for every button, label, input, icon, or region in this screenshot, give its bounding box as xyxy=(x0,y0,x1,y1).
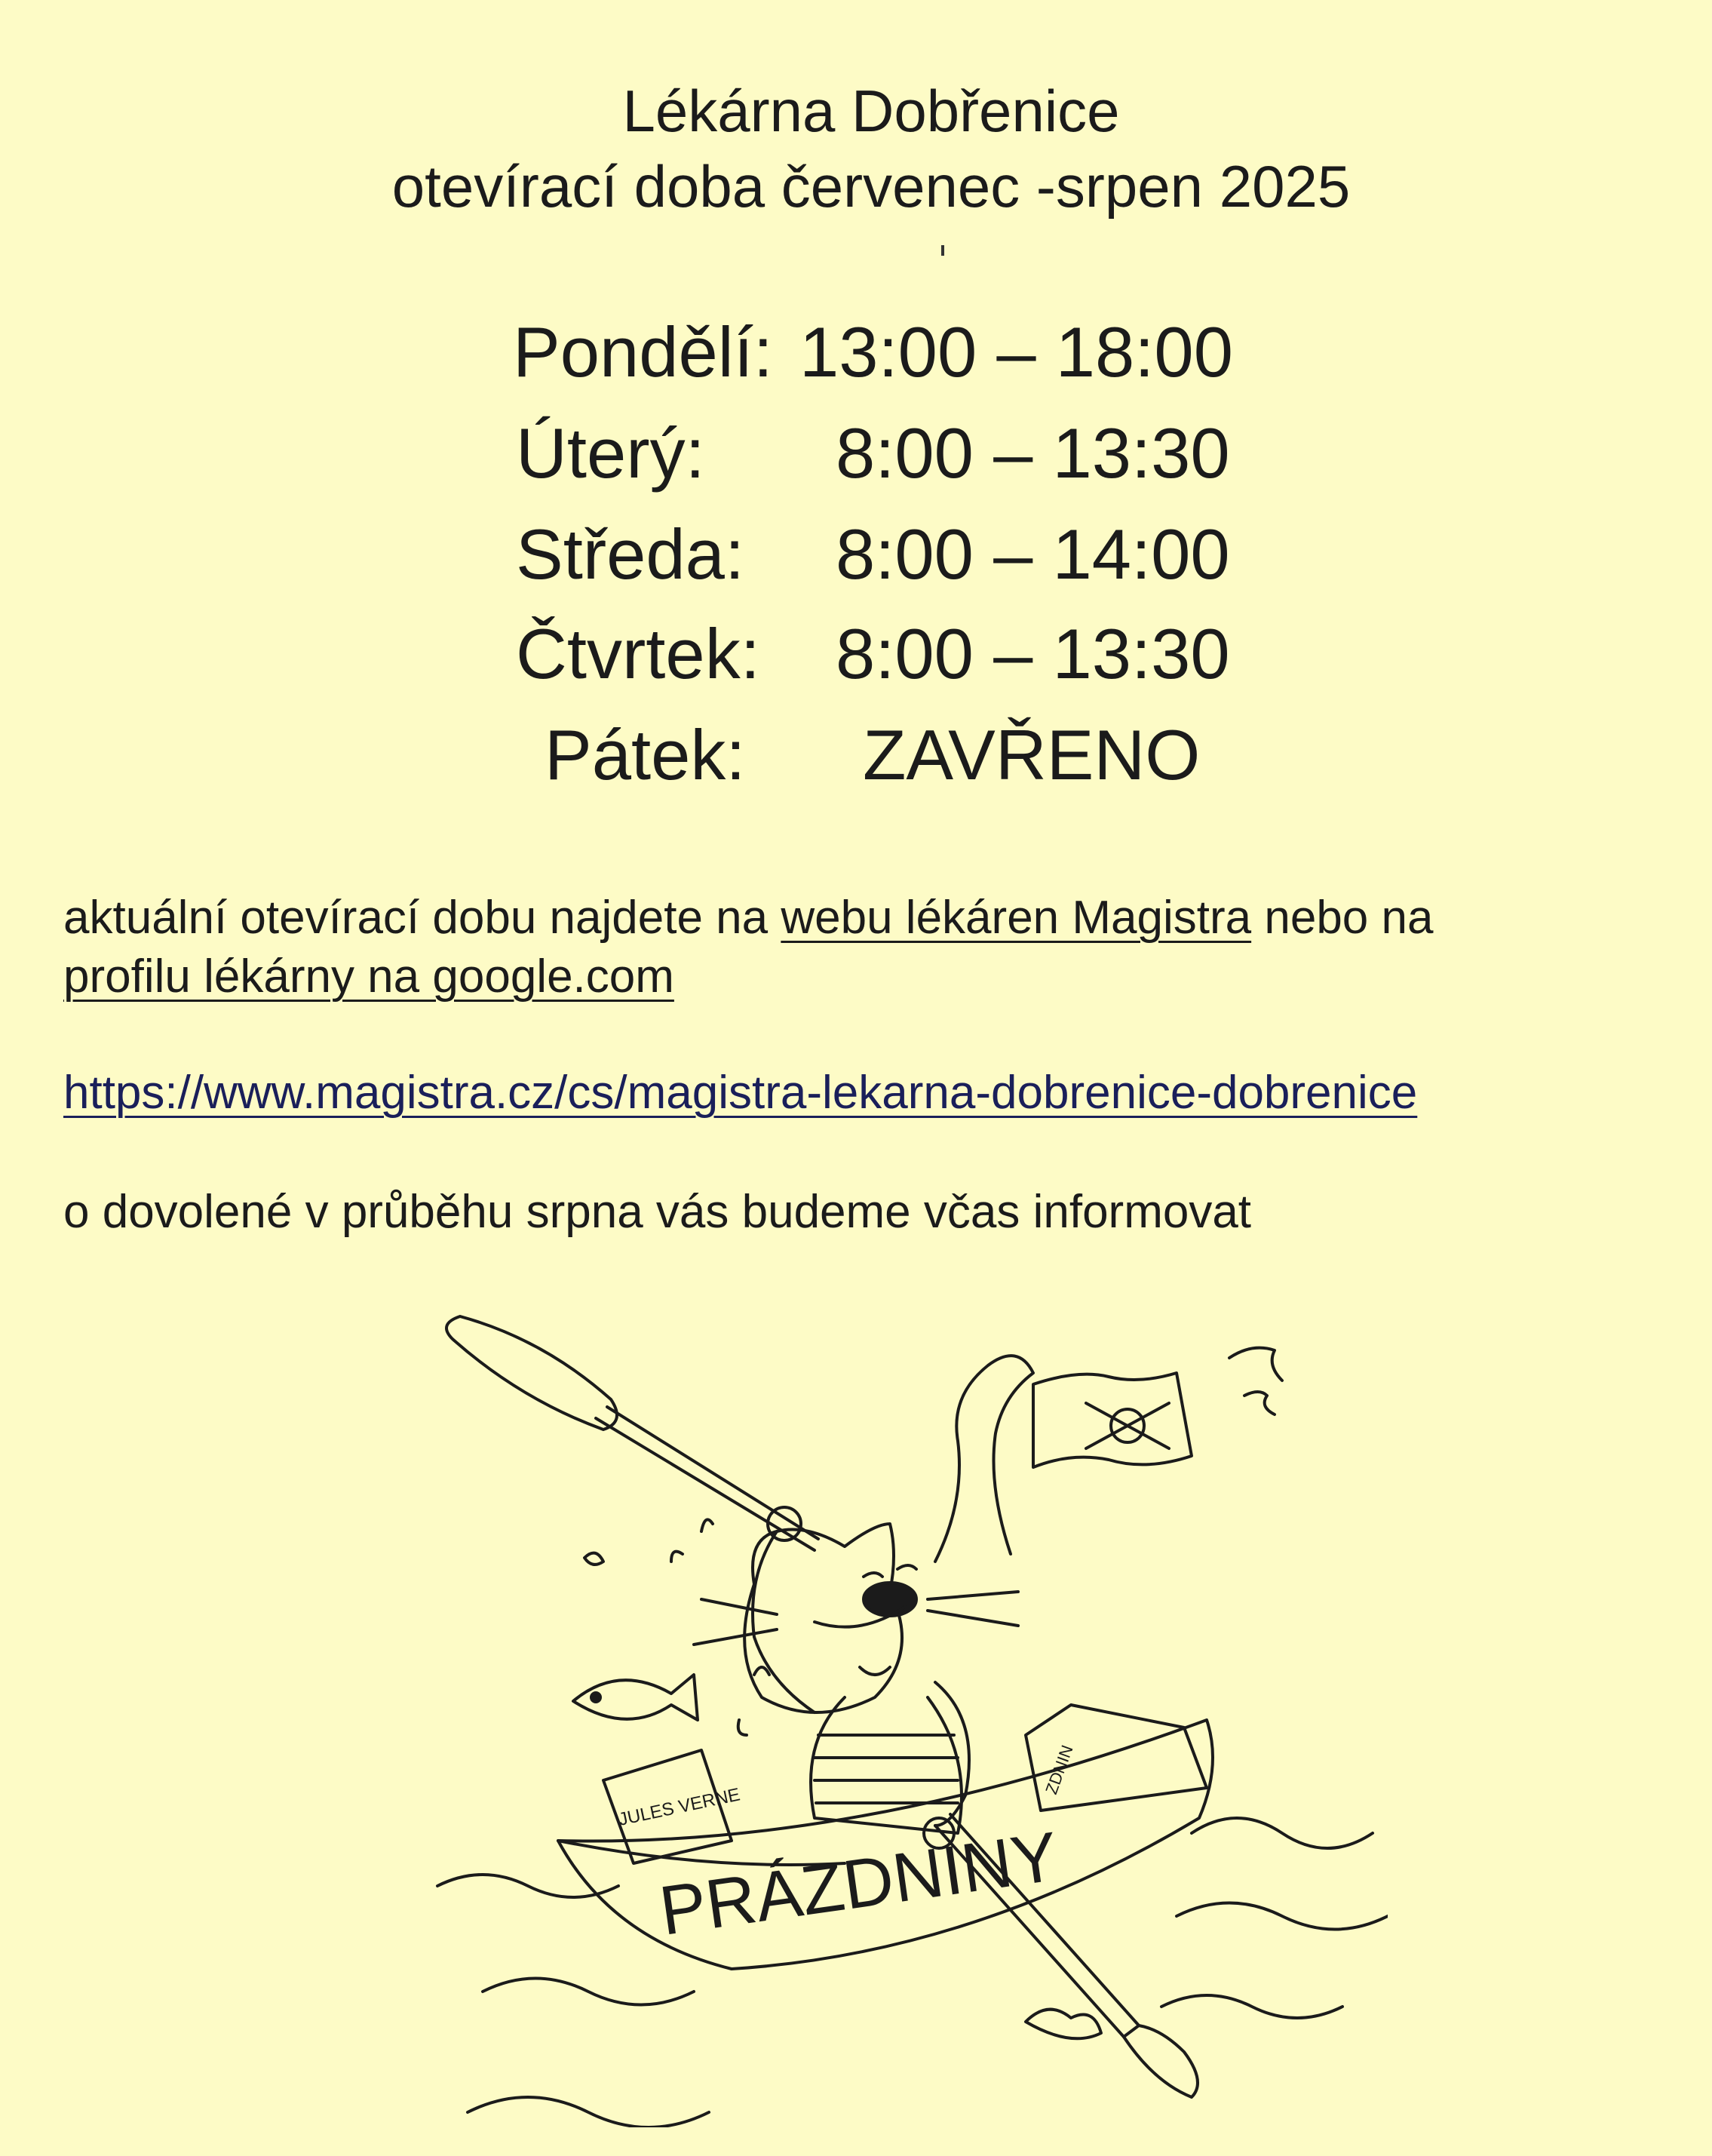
book-spine-text: ZDNIN xyxy=(1042,1742,1077,1797)
opening-hours-subtitle: otevírací doba červenec -srpen 2025 xyxy=(391,153,1351,220)
info-text-middle: nebo na xyxy=(1264,892,1434,944)
duck-drawing xyxy=(1026,2010,1101,2039)
cat-rowing-illustration xyxy=(422,1313,1388,2127)
magistra-web-link[interactable]: webu lékáren Magistra xyxy=(781,892,1252,944)
info-paragraph xyxy=(63,889,1433,1006)
day-label: Čtvrtek: xyxy=(516,614,760,693)
vacation-note: o dovolené v průběhu srpna vás budeme včas informovat xyxy=(63,1186,1252,1238)
day-label: Středa: xyxy=(516,514,745,594)
day-label: Úterý: xyxy=(516,413,705,493)
magistra-url-link[interactable]: https://www.magistra.cz/cs/magistra-lekarna-dobrenice-dobrenice xyxy=(63,1067,1418,1119)
time-value: 8:00 – 13:30 xyxy=(836,614,1230,693)
info-text-before: aktuální otevírací dobu najdete na xyxy=(63,892,769,944)
cat-drawing xyxy=(694,1356,1033,1848)
boat-name-text: PRÁZDNINY xyxy=(655,1817,1063,1950)
day-label: Pondělí: xyxy=(513,312,773,392)
url-line xyxy=(63,1064,1417,1123)
paddle-upper xyxy=(446,1316,818,1550)
time-value: 8:00 – 13:30 xyxy=(836,413,1230,493)
google-profile-link[interactable]: profilu lékárny na google.com xyxy=(63,951,674,1003)
time-value: 8:00 – 14:00 xyxy=(836,514,1230,594)
scan-speck xyxy=(941,245,944,256)
time-value: 13:00 – 18:00 xyxy=(799,312,1233,392)
fish-drawing xyxy=(573,1519,769,1735)
day-label: Pátek: xyxy=(545,715,746,794)
pharmacy-name: Lékárna Dobřenice xyxy=(622,78,1120,144)
book-title-text: JULES VERNE xyxy=(616,1784,742,1830)
time-value: ZAVŘENO xyxy=(863,715,1201,794)
pirate-flag xyxy=(1033,1348,1282,1467)
